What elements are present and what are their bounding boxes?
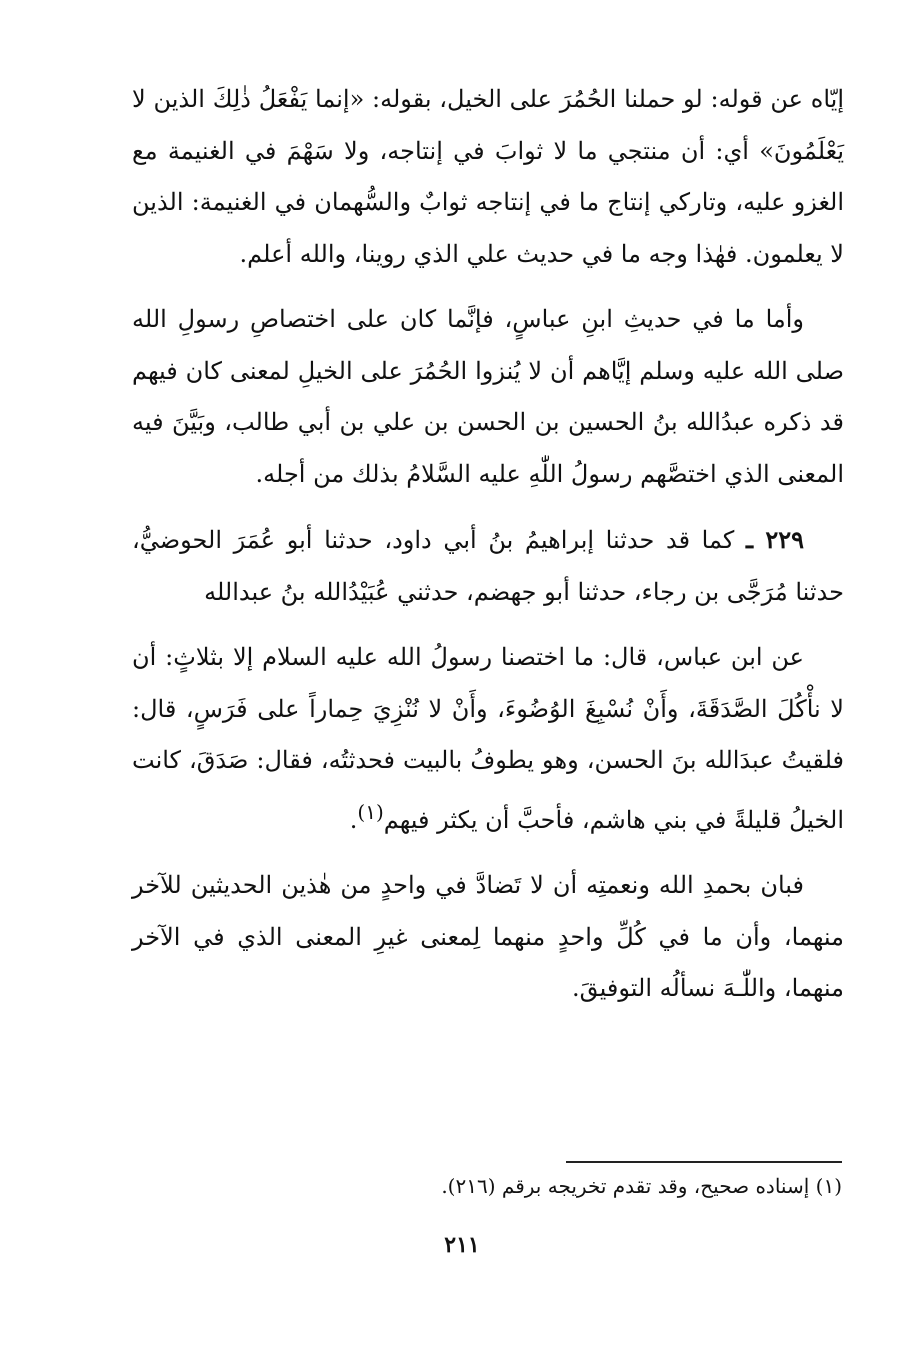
paragraph-4 (132, 632, 844, 846)
paragraph-5: فبان بحمدِ الله ونعمتِه أن لا تَضادَّ في واحدٍ من هٰذين الحديثين للآخر منهما، وأن ما في كُلِّ واحدٍ منهما لِمعنى غيرِ المعنى الذي في الآخر منهما، واللّٰـهَ نسألُه التوفيقَ. (132, 871, 844, 1002)
footnote-text: (١) إسناده صحيح، وقد تقدم تخريجه برقم (٢١٦). (441, 1174, 842, 1198)
footnote-divider (566, 1161, 842, 1163)
main-text (132, 74, 844, 1015)
hadith-chain: كما قد حدثنا إبراهيمُ بنُ أبي داود، حدثنا أبو عُمَرَ الحوضيُّ، حدثنا مُرَجَّى بن رجاء، حدثنا أبو جهضم، حدثني عُبَيْدُالله بنُ عبدالله (132, 526, 844, 606)
paragraph-4-text: عن ابن عباس، قال: ما اختصنا رسولُ الله عليه السلام إلا بثلاثٍ: أن لا نأْكُلَ الصَّدَقَةَ، وأَنْ نُسْبِغَ الوُضُوءَ، وأَنْ لا نُنْزِيَ حِماراً على فَرَسٍ، قال: فلقيتُ عبدَالله بنَ الحسن، وهو يطوفُ بالبيت فحدثتُه، فقال: صَدَقَ، كانت الخيلُ قليلةً في بني هاشم، فأحبَّ أن يكثر فيهم (132, 643, 844, 834)
footnote-marker: (١) (357, 799, 384, 824)
paragraph-2: وأما ما في حديثِ ابنِ عباسٍ، فإنَّما كان على اختصاصِ رسولِ الله صلى الله عليه وسلم إيَّاهم أن لا يُنزوا الحُمُرَ على الخيلِ لمعنى كان فيهم قد ذكره عبدُالله بنُ الحسين بن الحسن بن علي بن أبي طالب، وبَيَّنَ فيه المعنى الذي اختصَّهم رسولُ اللّٰهِ عليه السَّلامُ بذلك من أجله. (132, 305, 844, 488)
page-number: ٢١١ (444, 1232, 480, 1258)
hadith-number: ٢٢٩ ـ (745, 525, 804, 554)
paragraph-4-period: . (349, 805, 358, 834)
paragraph-1: إيّاه عن قوله: لو حملنا الحُمُرَ على الخيل، بقوله: «إنما يَفْعَلُ ذٰلِكَ الذين لا يَعْلَمُونَ» أي: أن منتجي ما لا ثوابَ في إنتاجه، ولا سَهْمَ في الغنيمة مع الغزو عليه، وتاركي إنتاج ما في إنتاجه ثوابٌ والسُّهمان في الغنيمة: الذين لا يعلمون. فهٰذا وجه ما في حديث علي الذي روينا، والله أعلم. (132, 85, 844, 268)
paragraph-3-hadith (132, 514, 844, 618)
